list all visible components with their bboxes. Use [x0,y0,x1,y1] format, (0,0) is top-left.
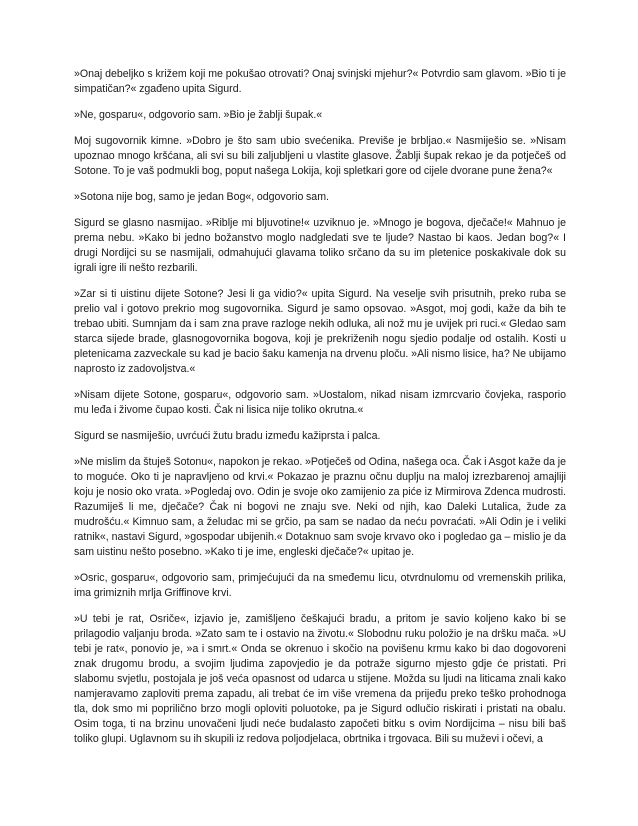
paragraph: »Zar si ti uistinu dijete Sotone? Jesi li ga vidio?« upita Sigurd. Na veselje svih prisutnih, preko ruba se prelio val i gotovo prekrio mog sugovornika. Sigurd je samo opsovao. »Asgot, moj godi, kaže da bih te trebao ubiti. Sumnjam da i sam zna prave razloge nekih odluka, ali nož mu je uvijek pri ruci.« Gledao sam starca sijede brade, glasnogovornika bogova, koji je prekriženih nogu sjedio podalje od ostalih. Kosti u pletenicama zazveckale su kad je bacio šaku kamenja na drvenu ploču. »Ali nismo lisice, ha? Ne ubijamo naprosto iz zadovoljstva.« [74,288,566,375]
paragraph: »Osric, gosparu«, odgovorio sam, primjećujući da na smeđemu licu, otvrdnulomu od vremenskih prilika, ima grimiznih mrlja Griffinove krvi. [74,572,566,599]
paragraph: »Onaj debeljko s križem koji me pokušao otrovati? Onaj svinjski mjehur?« Potvrdio sam glavom. »Bio ti je simpatičan?« zgađeno upita Sigurd. [74,68,566,95]
paragraph: Sigurd se nasmiješio, uvrćući žutu bradu između kažiprsta i palca. [74,430,381,442]
paragraph: Moj sugovornik kimne. »Dobro je što sam ubio svećenika. Previše je brbljao.« Nasmiješio se. »Nisam upoznao mnogo kršćana, ali svi su bili zaljubljeni u vlastite glasove. Žablji šupak rekao je da potječeš od Sotone. To je vaš podmukli bog, poput našega Lokija, koji spletkari gore od cijele dvorane pune žena?« [74,135,566,177]
document-page [74,67,566,758]
paragraph: »Nisam dijete Sotone, gosparu«, odgovorio sam. »Uostalom, nikad nisam izmrcvario čovjeka, rasporio mu leđa i živome čupao kosti. Čak ni lisica nije toliko okrutna.« [74,389,566,416]
paragraph: »Sotona nije bog, samo je jedan Bog«, odgovorio sam. [74,191,329,203]
paragraph: »U tebi je rat, Osriče«, izjavio je, zamišljeno češkajući bradu, a pritom je savio koljeno kako bi se prilagodio valjanju broda. »Zato sam te i ostavio na životu.« Slobodnu ruku položio je na dršku mača. »U tebi je rat«, ponovio je, »a i smrt.« Onda se okrenuo i skočio na povišenu krmu kako bi dao dogovoreni znak drugomu brodu, a svojim ljudima zapovjedio je da potraže sigurno mjesto gdje će pristati. Pri slabomu svjetlu, postojala je još veća opasnost od udarca u stijene. Možda su ljudi na liticama znali kako namjeravamo zaploviti prema zapadu, ali trebat će im više vremena da prijeđu preko teško prohodnoga tla, dok smo mi poprilično brzo mogli oploviti poluotoke, pa je Sigurd odlučio riskirati i pristati na obalu. Osim toga, ti na brzinu unovačeni ljudi neće budalasto započeti bitku s ovim Nordijcima – nisu bili baš toliko glupi. Uglavnom su ih skupili iz redova poljodjelaca, obrtnika i trgovaca. Bili su muževi i očevi, a [74,613,566,745]
paragraph: »Ne, gosparu«, odgovorio sam. »Bio je žablji šupak.« [74,109,323,121]
paragraph: Sigurd se glasno nasmijao. »Riblje mi bljuvotine!« uzviknuo je. »Mnogo je bogova, dječače!« Mahnuo je prema nebu. »Kako bi jedno božanstvo moglo nadgledati sve te ljude? Nastao bi kaos. Jedan bog?« I drugi Nordijci su se nasmijali, odmahujući glavama toliko srčano da su im pletenice poskakivale dok su igrali igre ili nešto rezbarili. [74,217,566,274]
paragraph: »Ne mislim da štuješ Sotonu«, napokon je rekao. »Potječeš od Odina, našega oca. Čak i Asgot kaže da je to moguće. Oko ti je napravljeno od krvi.« Pokazao je praznu očnu duplju na maloj izrezbarenoj amajliji koju je nosio oko vrata. »Pogledaj ovo. Odin je svoje oko zamijenio za piće iz Mirmirova Zdenca mudrosti. Razumiješ li me, dječače? Čak ni bogovi ne znaju sve. Neki od njih, kao Daleki Lutalica, žude za mudrošću.« Kimnuo sam, a želudac mi se grčio, pa sam se nadao da neću povraćati. »Ali Odin je i veliki ratnik«, nastavi Sigurd, »gospodar ubijenih.« Dotaknuo sam svoje krvavo oko i pogledao ga – mislio je da sam uistinu nešto posebno. »Kako ti je ime, engleski dječače?« upitao je. [74,456,566,558]
